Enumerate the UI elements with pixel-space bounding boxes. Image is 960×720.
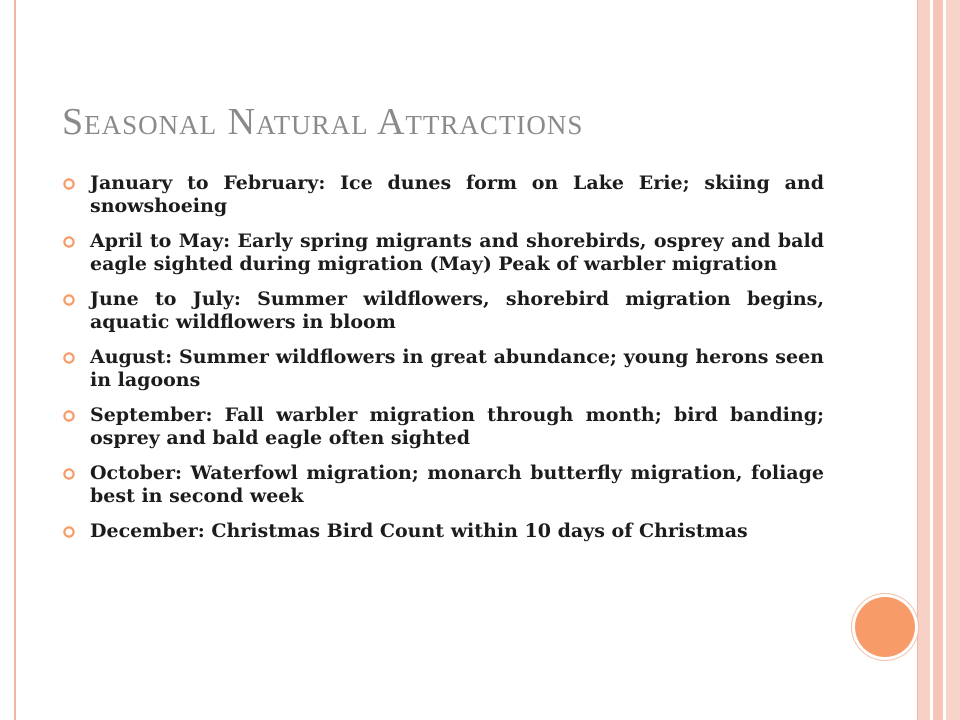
bullet-text: June to July: Summer wildflowers, shorebird migration begins, aquatic wildflowers in bloom — [90, 288, 824, 333]
bullet-text: April to May: Early spring migrants and shorebirds, osprey and bald eagle sighted during migration (May) Peak of warbler migration — [90, 230, 824, 275]
side-stripe — [946, 0, 960, 720]
circle-bullet-icon — [62, 177, 76, 191]
decorative-circle — [855, 597, 915, 657]
bullet-list — [62, 172, 824, 555]
slide-title: Seasonal Natural Attractions — [62, 101, 584, 143]
bullet-item — [62, 230, 824, 276]
bullet-item — [62, 172, 824, 218]
bullet-text: August: Summer wildflowers in great abundance; young herons seen in lagoons — [90, 346, 824, 391]
bullet-text: December: Christmas Bird Count within 10 days of Christmas — [90, 520, 748, 542]
bullet-item — [62, 462, 824, 508]
bullet-item — [62, 404, 824, 450]
side-stripe — [918, 0, 930, 720]
bullet-item — [62, 288, 824, 334]
side-decoration — [918, 0, 960, 720]
bullet-text: September: Fall warbler migration through month; bird banding; osprey and bald eagle often sighted — [90, 404, 824, 449]
bullet-text: January to February: Ice dunes form on Lake Erie; skiing and snowshoeing — [90, 172, 824, 217]
bullet-text: October: Waterfowl migration; monarch butterfly migration, foliage best in second week — [90, 462, 824, 507]
circle-bullet-icon — [62, 409, 76, 423]
circle-bullet-icon — [62, 525, 76, 539]
circle-bullet-icon — [62, 235, 76, 249]
circle-bullet-icon — [62, 351, 76, 365]
bullet-item — [62, 346, 824, 392]
bullet-item — [62, 520, 824, 543]
circle-bullet-icon — [62, 467, 76, 481]
side-stripe — [933, 0, 943, 720]
circle-bullet-icon — [62, 293, 76, 307]
